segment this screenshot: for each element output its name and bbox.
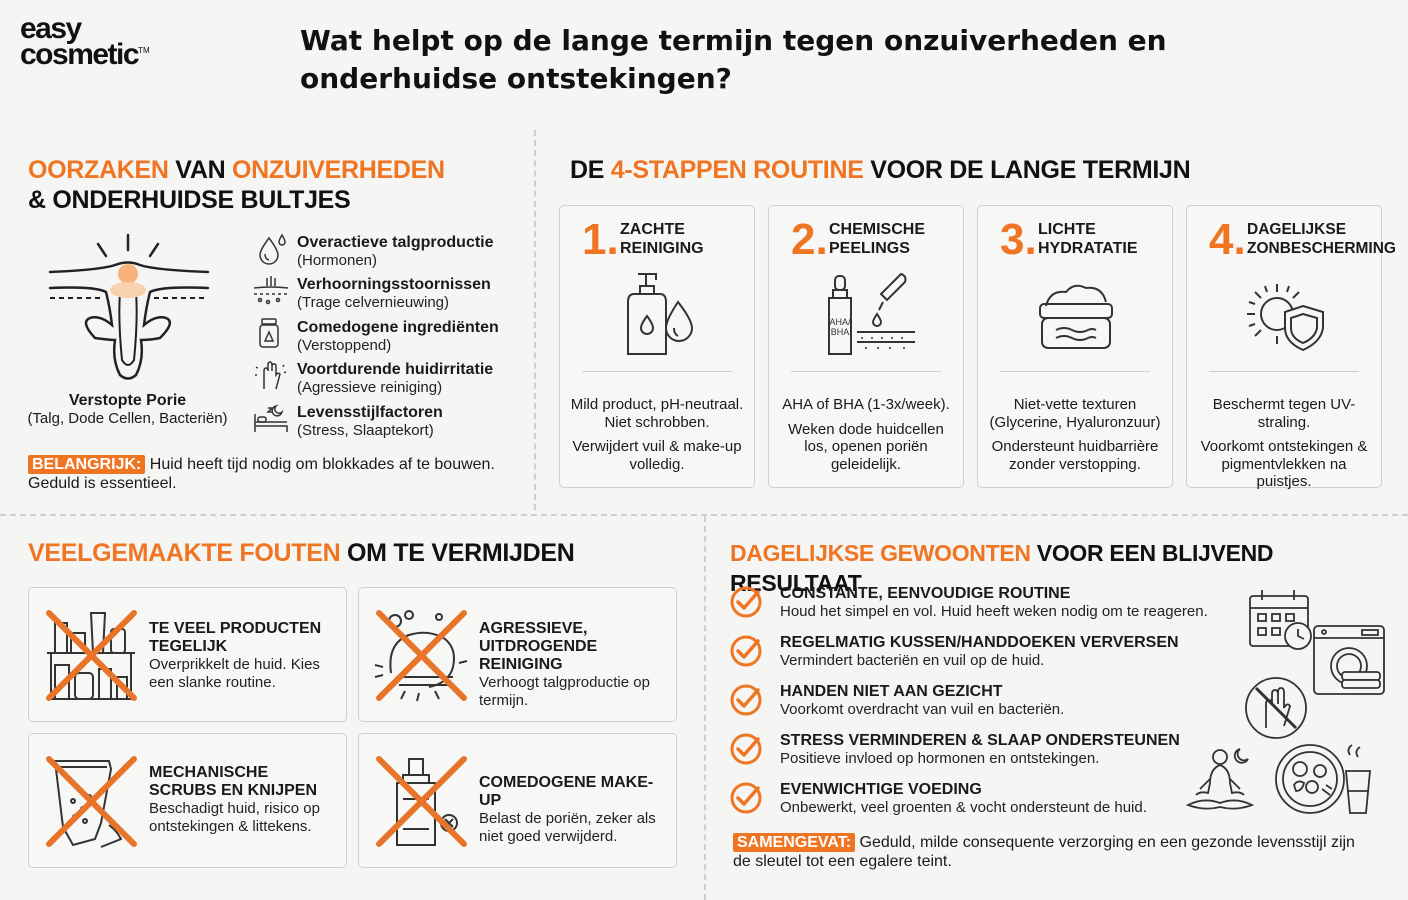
cause-title: Verhoorningsstoornissen [297, 276, 491, 293]
oil-drop-icon [252, 230, 290, 268]
habit-desc: Houd het simpel en vol. Huid heeft weken nodig om te reageren. [780, 603, 1208, 620]
cream-jar-icon [1016, 266, 1136, 366]
step-number: 4. [1209, 215, 1246, 264]
step-number: 3. [1000, 215, 1037, 264]
habit-item [728, 633, 1228, 670]
logo-line1: easy [20, 12, 81, 45]
summary-note [733, 833, 1373, 871]
check-circle-icon [728, 584, 764, 620]
mistake-title: AGRESSIEVE, UITDROGENDE REINIGING [479, 620, 598, 673]
routine-step-card [977, 205, 1173, 488]
shelf-products-icon [39, 603, 144, 708]
calendar-icon [1250, 590, 1311, 649]
mistake-title: TE VEEL PRODUCTEN TEGELIJK [149, 620, 322, 655]
important-text: Huid heeft tijd nodig om blokkades af te bouwen. Geduld is essentieel. [28, 456, 495, 492]
habit-item [728, 731, 1228, 768]
cause-title: Overactieve talgproductie [297, 234, 494, 251]
mistake-card [28, 587, 347, 722]
mistake-desc: Overprikkelt de huid. Kies een slanke routine. [149, 656, 320, 691]
habit-title: EVENWICHTIGE VOEDING [780, 781, 982, 798]
habits-illustrations-bottom [1180, 735, 1400, 825]
cause-sub: (Verstoppend) [297, 337, 392, 354]
step-separator [1209, 371, 1359, 372]
habit-desc: Voorkomt overdracht van vuil en bacteriën. [780, 701, 1065, 718]
step-description: AHA of BHA (1-3x/week). Weken dode huidcellen los, openen poriën geleidelijk. [782, 396, 950, 473]
mistake-card [358, 587, 677, 722]
pump-bottle-icon [598, 266, 718, 366]
mistake-title: COMEDOGENE MAKE-UP [479, 774, 654, 809]
meditation-icon [1188, 749, 1252, 809]
pore-caption-title: Verstopte Porie [68, 392, 187, 409]
habit-item [728, 584, 1228, 621]
step-description: Mild product, pH-neutraal. Niet schrobben. Verwijdert vuil & make-up volledig. [570, 396, 744, 473]
summary-tag: SAMENGEVAT: [733, 833, 855, 852]
scrubbing-hand-icon [369, 603, 474, 708]
no-face-touch-icon [1246, 678, 1306, 738]
check-circle-icon [728, 682, 764, 718]
cause-sub: (Agressieve reiniging) [297, 379, 443, 396]
pore-caption [20, 392, 235, 428]
cause-item [252, 234, 527, 269]
causes-section-title: OORZAKEN VAN ONZUIVERHEDEN & ONDERHUIDSE BULTJES [28, 156, 445, 214]
bottle-label: AHA/ BHA [829, 317, 851, 337]
mistake-desc: Verhoogt talgproductie op termijn. [479, 674, 650, 709]
mistake-desc: Belast de poriën, zeker als niet goed verwijderd. [479, 810, 656, 845]
step-number: 2. [791, 215, 828, 264]
mistake-desc: Beschadigt huid, risico op ontstekingen & littekens. [149, 800, 320, 835]
step-description: Beschermt tegen UV-straling. Voorkomt ontstekingen & pigmentvlekken na puistjes. [1200, 396, 1368, 490]
check-circle-icon [728, 731, 764, 767]
cause-sub: (Trage celvernieuwing) [297, 294, 450, 311]
makeup-bottle-icon [369, 749, 474, 854]
step-number: 1. [582, 215, 619, 264]
habit-desc: Onbewerkt, veel groenten & vocht ondersteunt de huid. [780, 799, 1147, 816]
cause-title: Voortdurende huidirritatie [297, 361, 494, 378]
clogged-pore-illustration [40, 230, 220, 390]
mistake-card [28, 733, 347, 868]
scrub-tube-icon [39, 749, 144, 854]
habit-item [728, 682, 1228, 719]
cause-item [252, 361, 527, 396]
habits-section-title: DAGELIJKSE GEWOONTEN VOOR EEN BLIJVEND RESULTAAT [730, 540, 1274, 596]
cause-sub: (Stress, Slaaptekort) [297, 422, 434, 439]
routine-step-card [768, 205, 964, 488]
important-note [28, 455, 528, 493]
mistakes-section-title: VEELGEMAAKTE FOUTEN OM TE VERMIJDEN [28, 539, 575, 567]
check-circle-icon [728, 780, 764, 816]
logo-line2: cosmetic [20, 38, 139, 71]
bed-icon [252, 400, 290, 438]
cause-sub: (Hormonen) [297, 252, 378, 269]
washing-machine-icon [1314, 626, 1384, 694]
skin-layer-icon [252, 272, 290, 310]
sun-shield-icon [1225, 266, 1345, 366]
habit-desc: Vermindert bacteriën en vuil op de huid. [780, 652, 1045, 669]
page-title: Wat helpt op de lange termijn tegen onzuiverheden en onderhuidse ontstekingen? [300, 24, 1167, 95]
brand-logo [20, 12, 150, 71]
step-separator [582, 371, 732, 372]
cause-item [252, 404, 527, 439]
step-heading: ZACHTE REINIGING [620, 221, 704, 257]
divider-vertical-top [534, 130, 536, 510]
step-heading: LICHTE HYDRATATIE [1038, 221, 1138, 257]
cause-title: Comedogene ingrediënten [297, 319, 499, 336]
logo-trademark: TM [138, 46, 150, 55]
healthy-food-icon [1276, 745, 1370, 813]
important-tag: BELANGRIJK: [28, 455, 145, 474]
cause-title: Levensstijlfactoren [297, 404, 443, 421]
mistake-title: MECHANISCHE SCRUBS EN KNIJPEN [149, 764, 318, 799]
habit-title: REGELMATIG KUSSEN/HANDDOEKEN VERVERSEN [780, 634, 1179, 651]
step-separator [791, 371, 941, 372]
routine-step-card [1186, 205, 1396, 490]
mistake-card [358, 733, 677, 868]
dropper-bottle-icon [807, 266, 927, 366]
check-circle-icon [728, 633, 764, 669]
hand-irritation-icon [252, 357, 290, 395]
cause-item [252, 319, 527, 354]
step-heading: DAGELIJKSE ZONBESCHERMING [1247, 221, 1396, 257]
habit-item [728, 780, 1228, 817]
step-description: Niet-vette texturen (Glycerine, Hyaluronzuur) Ondersteunt huidbarrière zonder verstopping. [989, 396, 1161, 473]
summary-text: Geduld, milde consequente verzorging en een gezonde levensstijl zijn de sleutel tot een egalere teint. [733, 834, 1355, 870]
jar-icon [252, 315, 290, 353]
step-heading: CHEMISCHE PEELINGS [829, 221, 926, 257]
habit-title: STRESS VERMINDEREN & SLAAP ONDERSTEUNEN [780, 732, 1180, 749]
habit-title: HANDEN NIET AAN GEZICHT [780, 683, 1003, 700]
routine-step-card [559, 205, 755, 488]
routine-section-title: DE 4-STAPPEN ROUTINE VOOR DE LANGE TERMIJN [570, 156, 1191, 184]
cause-item [252, 276, 527, 311]
divider-vertical-bottom [704, 516, 706, 900]
habit-title: CONSTANTE, EENVOUDIGE ROUTINE [780, 585, 1071, 602]
habit-desc: Positieve invloed op hormonen en ontstekingen. [780, 750, 1100, 767]
pore-caption-sub: (Talg, Dode Cellen, Bacteriën) [27, 410, 228, 427]
step-separator [1000, 371, 1150, 372]
